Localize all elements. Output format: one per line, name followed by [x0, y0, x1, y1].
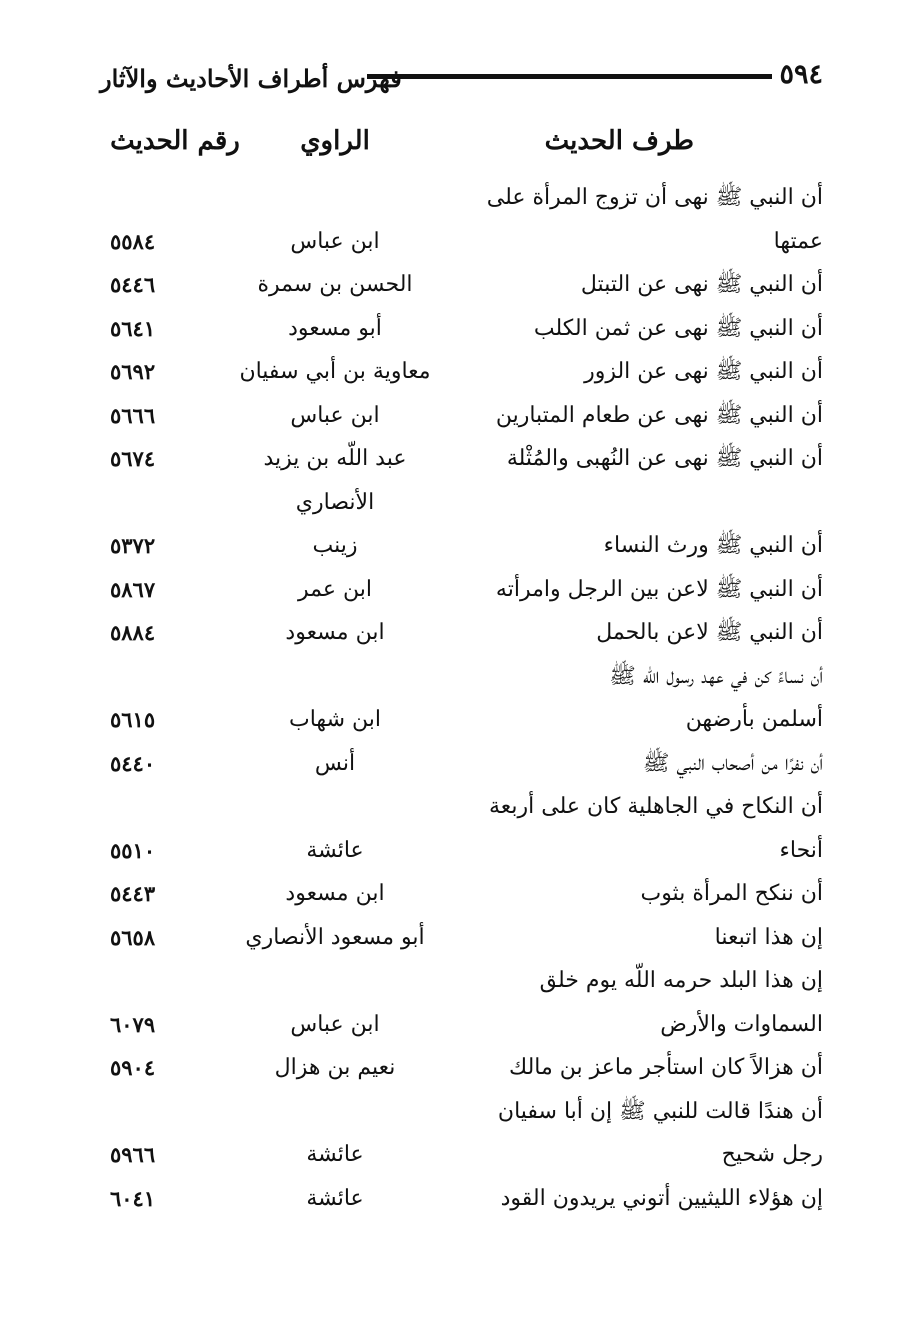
hadith-number: ٥٦٧٤	[110, 446, 156, 471]
table-row	[0, 698, 920, 742]
hadith-text: إن هذا اتبعنا	[714, 924, 823, 950]
hadith-text: إن هذا البلد حرمه اللّه يوم خلق	[539, 968, 823, 993]
hadith-text: أن النبي ﷺ نهى عن طعام المتبارين	[495, 402, 823, 428]
narrator: ابن عمر	[298, 576, 372, 602]
table-row	[0, 742, 920, 786]
column-head-number: رقم الحديث	[110, 126, 240, 156]
table-row	[0, 176, 920, 220]
hadith-number: ٥٥٨٤	[110, 228, 156, 254]
narrator: ابن عباس	[290, 228, 380, 254]
hadith-number: ٥٣٧٢	[110, 533, 156, 558]
narrator: نعيم بن هزال	[274, 1055, 396, 1080]
narrator: أبو مسعود	[288, 315, 382, 341]
hadith-number: ٥٦١٥	[110, 707, 156, 732]
hadith-text: إن هؤلاء الليثيين أتوني يريدون القود	[500, 1185, 823, 1211]
hadith-text: أن النبي ﷺ لاعن بالحمل	[596, 620, 823, 645]
hadith-text: أن النبي ﷺ لاعن بين الرجل وامرأته	[495, 576, 823, 602]
table-row	[0, 1177, 920, 1221]
narrator: معاوية بن أبي سفيان	[239, 359, 431, 384]
hadith-number: ٥٨٨٤	[110, 620, 156, 645]
header-rule	[367, 74, 772, 79]
table-row	[0, 916, 920, 960]
index-table	[0, 176, 920, 1220]
hadith-number: ٥٤٤٣	[110, 881, 156, 906]
hadith-text: أن نساءً كن في عهد رسول اللّه ﷺ	[609, 663, 823, 689]
hadith-number: ٥٦٥٨	[110, 924, 156, 950]
hadith-text: أنحاء	[779, 837, 823, 863]
column-head-narrator: الراوي	[300, 126, 370, 156]
table-row	[0, 307, 920, 351]
hadith-text: أن هندًا قالت للنبي ﷺ إن أبا سفيان	[497, 1098, 823, 1124]
hadith-number: ٥٨٦٧	[110, 576, 156, 602]
narrator: أنس	[314, 750, 356, 776]
running-title: فهرس أطراف الأحاديث والآثار	[100, 64, 402, 93]
narrator: عائشة	[306, 837, 364, 863]
narrator: عبد اللّه بن يزيد	[263, 446, 407, 471]
table-row	[0, 220, 920, 264]
column-head-hadith: طرف الحديث	[544, 126, 694, 156]
hadith-text: أن النبي ﷺ نهى عن ثمن الكلب	[533, 315, 823, 341]
narrator: عائشة	[306, 1185, 364, 1211]
narrator: ابن شهاب	[289, 707, 381, 732]
hadith-text: أن هزالاً كان استأجر ماعز بن مالك	[509, 1055, 823, 1080]
table-row	[0, 1046, 920, 1090]
table-row	[0, 1133, 920, 1177]
hadith-text: عمتها	[773, 228, 823, 254]
hadith-text: رجل شحيح	[721, 1142, 823, 1167]
table-row	[0, 481, 920, 525]
hadith-number: ٥٦٩٢	[110, 359, 156, 384]
table-row	[0, 829, 920, 873]
table-row	[0, 611, 920, 655]
narrator: الأنصاري	[295, 489, 375, 515]
hadith-text: أن النبي ﷺ نهى عن الزور	[584, 359, 823, 384]
hadith-number: ٥٤٤٦	[110, 272, 156, 297]
table-row	[0, 568, 920, 612]
narrator: ابن مسعود	[285, 881, 385, 906]
hadith-number: ٥٩٦٦	[110, 1142, 156, 1167]
hadith-text: أن ننكح المرأة بثوب	[640, 881, 823, 906]
table-row	[0, 785, 920, 829]
hadith-number: ٥٦٦٦	[110, 402, 156, 428]
hadith-number: ٥٦٤١	[110, 315, 156, 341]
narrator: عائشة	[306, 1142, 364, 1167]
narrator: أبو مسعود الأنصاري	[245, 924, 425, 950]
table-row	[0, 524, 920, 568]
table-row	[0, 1090, 920, 1134]
hadith-text: أسلمن بأرضهن	[685, 707, 823, 732]
hadith-text: أن النبي ﷺ نهى عن النُهبى والمُثْلة	[506, 446, 823, 471]
table-row	[0, 1003, 920, 1047]
hadith-text: أن نفرًا من أصحاب النبي ﷺ	[642, 750, 823, 776]
narrator: زينب	[312, 533, 358, 558]
table-row	[0, 655, 920, 699]
hadith-text: أن النبي ﷺ نهى عن التبتل	[580, 272, 823, 297]
hadith-text: أن النكاح في الجاهلية كان على أربعة	[489, 794, 823, 819]
table-row	[0, 959, 920, 1003]
hadith-number: ٥٤٤٠	[110, 750, 156, 776]
hadith-text: أن النبي ﷺ ورث النساء	[603, 533, 823, 558]
narrator: ابن عباس	[290, 402, 380, 428]
table-row	[0, 263, 920, 307]
table-row	[0, 394, 920, 438]
hadith-text: أن النبي ﷺ نهى أن تزوج المرأة على	[486, 185, 823, 210]
hadith-text: السماوات والأرض	[660, 1011, 823, 1037]
table-row	[0, 350, 920, 394]
hadith-number: ٥٥١٠	[110, 837, 156, 863]
narrator: ابن مسعود	[285, 620, 385, 645]
narrator: ابن عباس	[290, 1011, 380, 1037]
table-row	[0, 872, 920, 916]
hadith-number: ٥٩٠٤	[110, 1055, 156, 1080]
table-row	[0, 437, 920, 481]
hadith-number: ٦٠٧٩	[110, 1011, 156, 1037]
page-number: ٥٩٤	[779, 59, 823, 90]
hadith-number: ٦٠٤١	[110, 1185, 156, 1211]
narrator: الحسن بن سمرة	[257, 272, 413, 297]
